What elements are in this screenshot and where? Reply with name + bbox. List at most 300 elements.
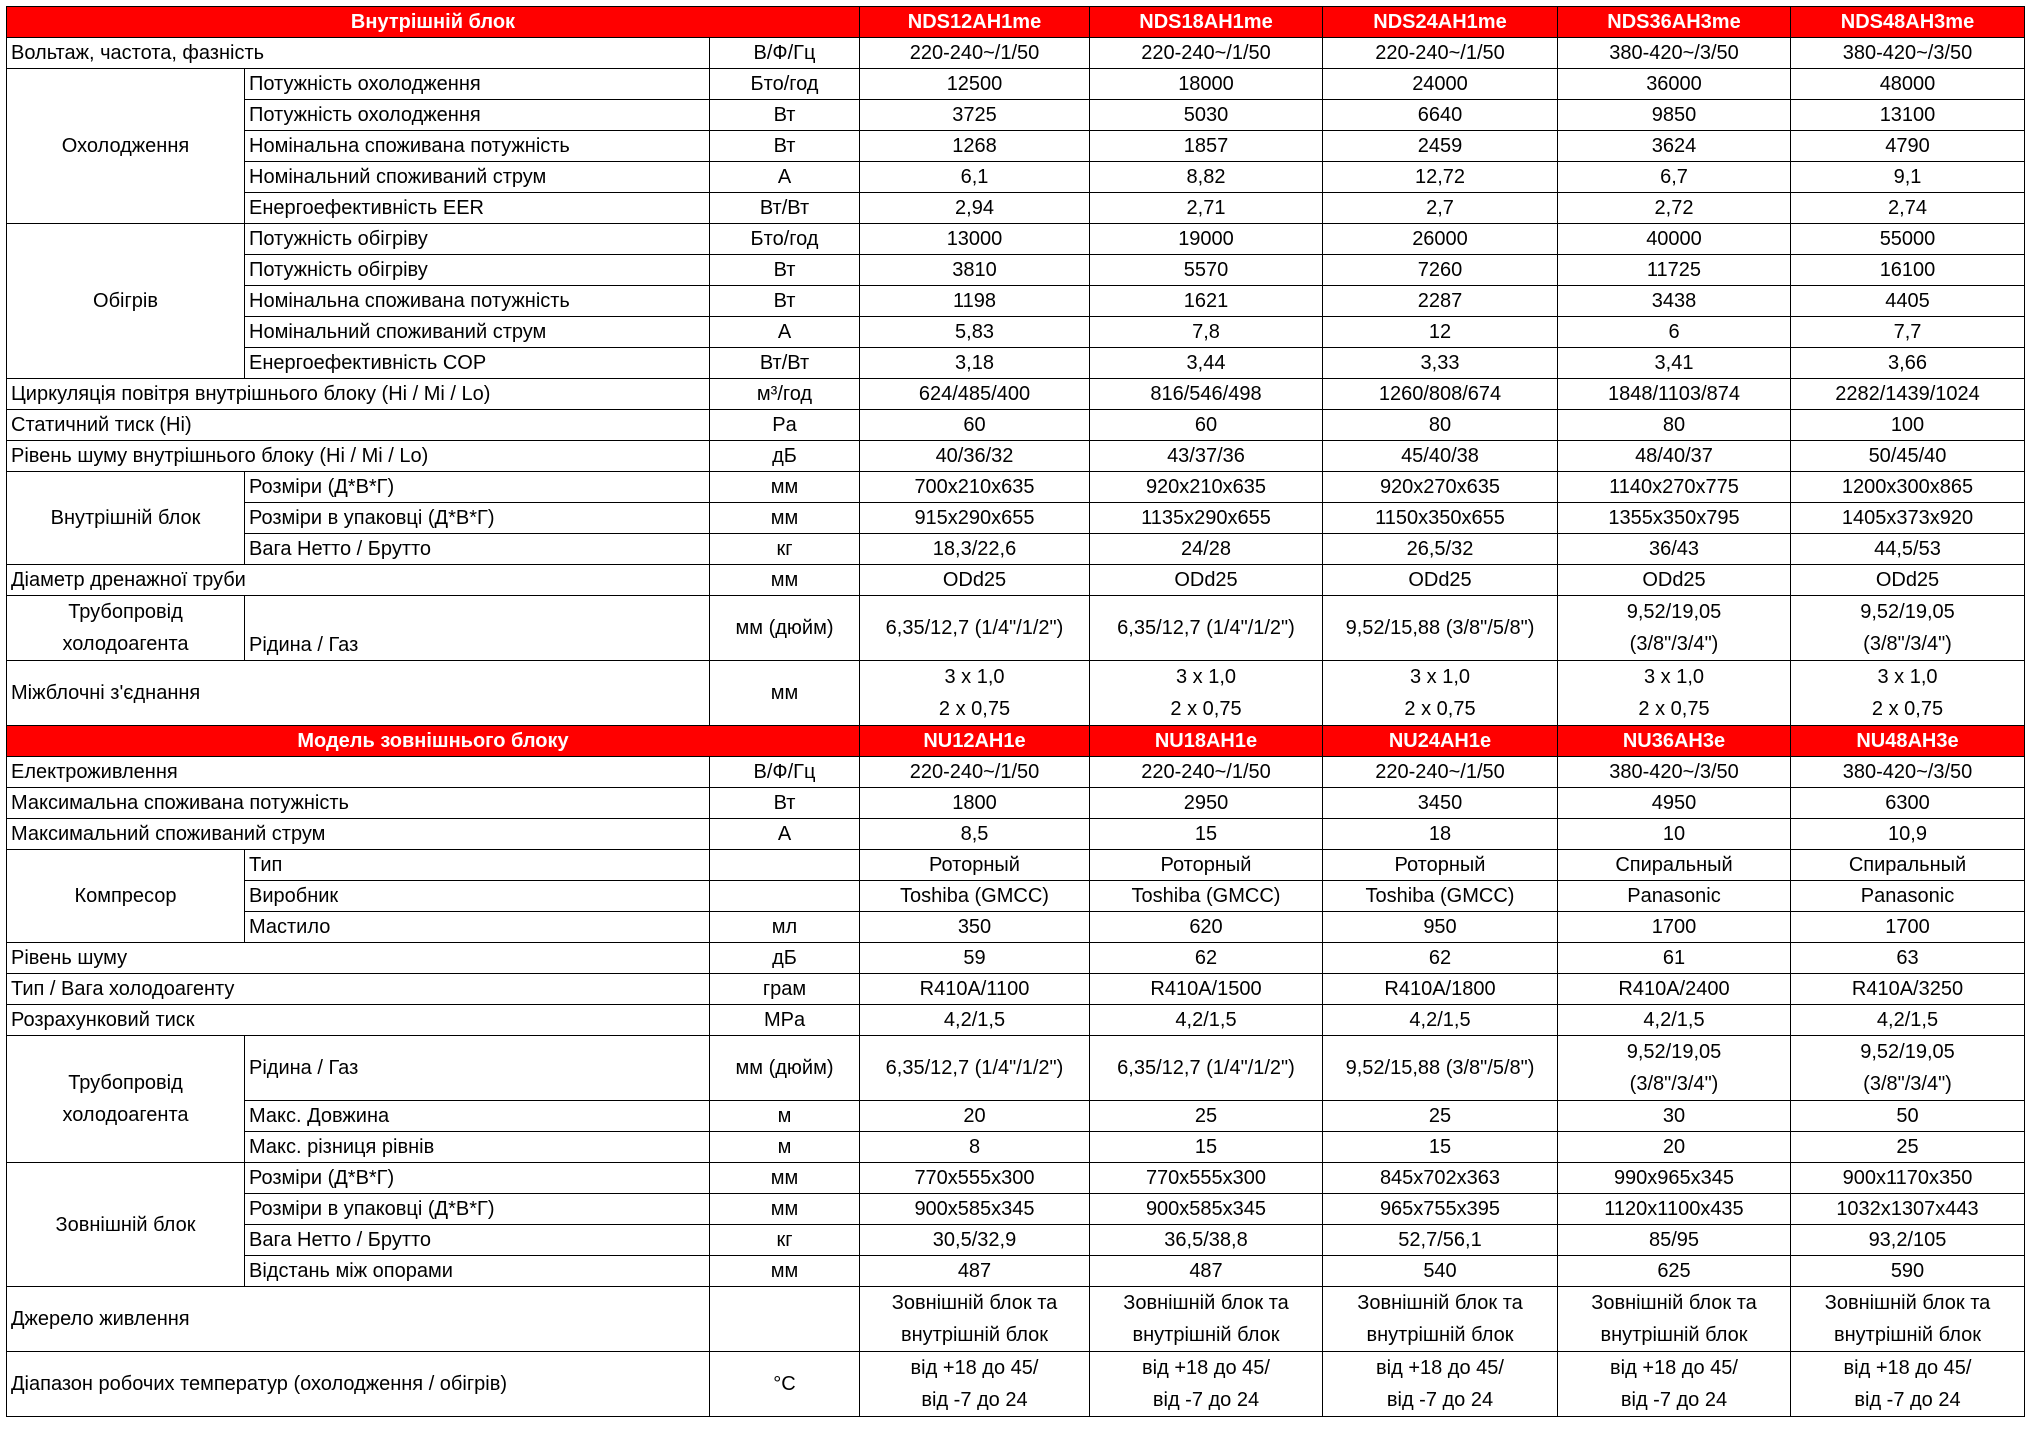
- row-label: Розміри в упаковці (Д*В*Г): [245, 1194, 710, 1225]
- cell-value: 11725: [1558, 255, 1791, 286]
- row-unit: м: [710, 1132, 860, 1163]
- table-row: [7, 1352, 2025, 1417]
- cell-value: 2950: [1090, 788, 1323, 819]
- cell-value: 3624: [1558, 131, 1791, 162]
- value-line: 3 x 1,0: [1409, 666, 1471, 688]
- cell-value: 30,5/32,9: [860, 1225, 1090, 1256]
- cell-value: 15: [1090, 819, 1323, 850]
- cell-value: 1621: [1090, 286, 1323, 317]
- value-line: 3 x 1,0: [1643, 666, 1705, 688]
- value-line: 6,35/12,7 (1/4"/1/2"): [1117, 1057, 1295, 1079]
- row-label: Макс. різниця рівнів: [245, 1132, 710, 1163]
- cell-value: 85/95: [1558, 1225, 1791, 1256]
- cell-value: 380-420~/3/50: [1791, 757, 2025, 788]
- cell-value: 40/36/32: [860, 441, 1090, 472]
- row-unit: Вт/Вт: [710, 348, 860, 379]
- row-label: Номінальна споживана потужність: [245, 131, 710, 162]
- cell-value: 61: [1558, 943, 1791, 974]
- table-row: [7, 757, 2025, 788]
- cell-value: 2,94: [860, 193, 1090, 224]
- row-label: Розрахунковий тиск: [7, 1005, 710, 1036]
- value-line: (3/8"/3/4"): [1863, 633, 1952, 655]
- row-unit: [710, 1287, 860, 1352]
- row-unit: Вт: [710, 131, 860, 162]
- row-unit: дБ: [710, 943, 860, 974]
- value-line: (3/8"/3/4"): [1629, 1073, 1719, 1095]
- outdoor-model: NU12AH1e: [860, 726, 1090, 757]
- row-label: Потужність охолодження: [245, 69, 710, 100]
- cell-value: 3438: [1558, 286, 1791, 317]
- cell-value: 1150x350x655: [1323, 503, 1558, 534]
- cell-value: 540: [1323, 1256, 1558, 1287]
- value-line: 2 x 0,75: [1638, 698, 1710, 720]
- cell-value: [1558, 1287, 1791, 1352]
- group-label-heating: Обігрів: [7, 224, 245, 379]
- table-row: [7, 193, 2025, 224]
- table-row: [7, 943, 2025, 974]
- cell-value: 60: [860, 410, 1090, 441]
- cell-value: 59: [860, 943, 1090, 974]
- row-label: Джерело живлення: [7, 1287, 710, 1352]
- table-row: [7, 441, 2025, 472]
- cell-value: 4,2/1,5: [1090, 1005, 1323, 1036]
- row-unit: Вт: [710, 100, 860, 131]
- group-label-compressor: Компресор: [7, 850, 245, 943]
- cell-value: 80: [1558, 410, 1791, 441]
- indoor-model: NDS12AH1me: [860, 7, 1090, 38]
- cell-value: [1323, 661, 1558, 726]
- value-line: від -7 до 24: [1620, 1389, 1728, 1411]
- row-label: Номінальний споживаний струм: [245, 317, 710, 348]
- row-unit: °C: [710, 1352, 860, 1417]
- table-row: [7, 38, 2025, 69]
- row-label: Розміри (Д*В*Г): [245, 1163, 710, 1194]
- cell-value: 8,5: [860, 819, 1090, 850]
- table-row: [7, 224, 2025, 255]
- cell-value: 36,5/38,8: [1090, 1225, 1323, 1256]
- cell-value: Toshiba (GMCC): [1323, 881, 1558, 912]
- cell-value: 2287: [1323, 286, 1558, 317]
- cell-value: 4790: [1791, 131, 2025, 162]
- cell-value: 3,33: [1323, 348, 1558, 379]
- row-label: Вольтаж, частота, фазність: [7, 38, 710, 69]
- row-label: Вага Нетто / Брутто: [245, 1225, 710, 1256]
- cell-value: [1791, 1287, 2025, 1352]
- indoor-model: NDS18AH1me: [1090, 7, 1323, 38]
- cell-value: 816/546/498: [1090, 379, 1323, 410]
- value-line: 2 x 0,75: [1170, 698, 1242, 720]
- cell-value: 100: [1791, 410, 2025, 441]
- cell-value: 2,72: [1558, 193, 1791, 224]
- cell-value: [1558, 596, 1791, 661]
- table-row: [7, 131, 2025, 162]
- cell-value: ODd25: [1323, 565, 1558, 596]
- row-label: Рівень шуму: [7, 943, 710, 974]
- cell-value: 10: [1558, 819, 1791, 850]
- cell-value: R410A/1500: [1090, 974, 1323, 1005]
- row-unit: Бто/год: [710, 224, 860, 255]
- value-line: 6,35/12,7 (1/4"/1/2"): [1117, 617, 1295, 639]
- cell-value: 30: [1558, 1101, 1791, 1132]
- group-label-piping: [7, 596, 245, 661]
- cell-value: 1848/1103/874: [1558, 379, 1791, 410]
- value-line: від -7 до 24: [1854, 1389, 1961, 1411]
- row-label: Номінальний споживаний струм: [245, 162, 710, 193]
- value-line: (3/8"/3/4"): [1863, 1073, 1952, 1095]
- row-unit: Вт: [710, 788, 860, 819]
- value-line: 2 x 0,75: [1404, 698, 1476, 720]
- cell-value: 6,1: [860, 162, 1090, 193]
- value-line: 9,52/19,05: [1860, 1041, 1955, 1063]
- cell-value: 1355x350x795: [1558, 503, 1791, 534]
- cell-value: [1090, 1352, 1323, 1417]
- table-row: [7, 255, 2025, 286]
- cell-value: 1268: [860, 131, 1090, 162]
- table-row: [7, 1132, 2025, 1163]
- cell-value: ODd25: [1558, 565, 1791, 596]
- cell-value: 40000: [1558, 224, 1791, 255]
- cell-value: Toshiba (GMCC): [860, 881, 1090, 912]
- cell-value: [1791, 661, 2025, 726]
- group-line: холодоагента: [62, 1104, 189, 1126]
- cell-value: 36000: [1558, 69, 1791, 100]
- cell-value: 1200x300x865: [1791, 472, 2025, 503]
- table-row: [7, 348, 2025, 379]
- table-row: [7, 410, 2025, 441]
- cell-value: 380-420~/3/50: [1558, 38, 1791, 69]
- cell-value: 487: [1090, 1256, 1323, 1287]
- cell-value: [1323, 1036, 1558, 1101]
- row-label: Відстань між опорами: [245, 1256, 710, 1287]
- cell-value: 15: [1090, 1132, 1323, 1163]
- table-row: [7, 1101, 2025, 1132]
- value-line: від +18 до 45/: [1843, 1357, 1972, 1379]
- cell-value: 220-240~/1/50: [860, 757, 1090, 788]
- indoor-header-row: [7, 7, 2025, 38]
- row-label: Потужність охолодження: [245, 100, 710, 131]
- table-row: [7, 100, 2025, 131]
- row-unit: мм (дюйм): [710, 596, 860, 661]
- cell-value: [860, 1036, 1090, 1101]
- cell-value: [860, 1287, 1090, 1352]
- cell-value: ODd25: [1090, 565, 1323, 596]
- table-row: [7, 379, 2025, 410]
- cell-value: 1140x270x775: [1558, 472, 1791, 503]
- row-unit: мл: [710, 912, 860, 943]
- cell-value: 7260: [1323, 255, 1558, 286]
- cell-value: 1700: [1558, 912, 1791, 943]
- cell-value: Toshiba (GMCC): [1090, 881, 1323, 912]
- row-unit: мм: [710, 565, 860, 596]
- row-label: Рідина / Газ: [245, 596, 710, 661]
- value-line: 9,52/15,88 (3/8"/5/8"): [1345, 1057, 1535, 1079]
- cell-value: 13000: [860, 224, 1090, 255]
- value-line: від +18 до 45/: [910, 1357, 1039, 1379]
- cell-value: [1791, 1352, 2025, 1417]
- cell-value: [1791, 596, 2025, 661]
- row-label: Номінальна споживана потужність: [245, 286, 710, 317]
- value-line: внутрішній блок: [1600, 1324, 1748, 1346]
- cell-value: 7,8: [1090, 317, 1323, 348]
- outdoor-model: NU48AH3e: [1791, 726, 2025, 757]
- cell-value: 2459: [1323, 131, 1558, 162]
- cell-value: 25: [1323, 1101, 1558, 1132]
- cell-value: 4405: [1791, 286, 2025, 317]
- cell-value: 18,3/22,6: [860, 534, 1090, 565]
- value-line: Зовнішній блок та: [1357, 1292, 1523, 1314]
- cell-value: 25: [1090, 1101, 1323, 1132]
- row-label: Потужність обігріву: [245, 255, 710, 286]
- row-unit: Бто/год: [710, 69, 860, 100]
- cell-value: 9,1: [1791, 162, 2025, 193]
- cell-value: [1090, 1036, 1323, 1101]
- cell-value: 4950: [1558, 788, 1791, 819]
- cell-value: 990x965x345: [1558, 1163, 1791, 1194]
- cell-value: 1857: [1090, 131, 1323, 162]
- cell-value: [860, 1352, 1090, 1417]
- cell-value: [1090, 1287, 1323, 1352]
- cell-value: 16100: [1791, 255, 2025, 286]
- cell-value: 1135x290x655: [1090, 503, 1323, 534]
- row-unit: Вт: [710, 255, 860, 286]
- outdoor-model: NU24AH1e: [1323, 726, 1558, 757]
- value-line: (3/8"/3/4"): [1629, 633, 1719, 655]
- table-row: [7, 850, 2025, 881]
- cell-value: 900x1170x350: [1791, 1163, 2025, 1194]
- cell-value: 2282/1439/1024: [1791, 379, 2025, 410]
- group-line: холодоагента: [62, 633, 189, 655]
- row-label: Циркуляція повітря внутрішнього блоку (Hi / Mi / Lo): [7, 379, 710, 410]
- cell-value: 1405x373x920: [1791, 503, 2025, 534]
- cell-value: 20: [1558, 1132, 1791, 1163]
- cell-value: 900x585x345: [1090, 1194, 1323, 1225]
- cell-value: 62: [1090, 943, 1323, 974]
- cell-value: 920x210x635: [1090, 472, 1323, 503]
- value-line: 3 x 1,0: [1175, 666, 1237, 688]
- table-row: [7, 788, 2025, 819]
- cell-value: [860, 596, 1090, 661]
- cell-value: Роторный: [1323, 850, 1558, 881]
- cell-value: 2,7: [1323, 193, 1558, 224]
- cell-value: 5570: [1090, 255, 1323, 286]
- row-unit: А: [710, 317, 860, 348]
- value-line: від +18 до 45/: [1142, 1357, 1270, 1379]
- cell-value: [860, 661, 1090, 726]
- cell-value: 950: [1323, 912, 1558, 943]
- cell-value: 24000: [1323, 69, 1558, 100]
- row-label: Виробник: [245, 881, 710, 912]
- cell-value: 590: [1791, 1256, 2025, 1287]
- cell-value: 26,5/32: [1323, 534, 1558, 565]
- cell-value: 1120x1100x435: [1558, 1194, 1791, 1225]
- cell-value: 8: [860, 1132, 1090, 1163]
- table-row: [7, 503, 2025, 534]
- table-row: [7, 661, 2025, 726]
- cell-value: 8,82: [1090, 162, 1323, 193]
- cell-value: 48000: [1791, 69, 2025, 100]
- row-label: Потужність обігріву: [245, 224, 710, 255]
- cell-value: ODd25: [1791, 565, 2025, 596]
- table-row: [7, 1225, 2025, 1256]
- group-label-cooling: Охолодження: [7, 69, 245, 224]
- cell-value: 220-240~/1/50: [1090, 757, 1323, 788]
- group-line: Трубопровід: [68, 1072, 183, 1094]
- table-row: [7, 472, 2025, 503]
- cell-value: Panasonic: [1791, 881, 2025, 912]
- row-label: Енергоефективність EER: [245, 193, 710, 224]
- table-row: [7, 596, 2025, 661]
- table-row: [7, 912, 2025, 943]
- value-line: 6,35/12,7 (1/4"/1/2"): [885, 1057, 1064, 1079]
- value-line: 6,35/12,7 (1/4"/1/2"): [885, 617, 1064, 639]
- cell-value: ODd25: [860, 565, 1090, 596]
- cell-value: [1558, 1352, 1791, 1417]
- cell-value: 80: [1323, 410, 1558, 441]
- row-label: Електроживлення: [7, 757, 710, 788]
- row-unit: Pa: [710, 410, 860, 441]
- table-row: [7, 1287, 2025, 1352]
- indoor-header-title: Внутрішній блок: [7, 7, 860, 38]
- cell-value: 4,2/1,5: [860, 1005, 1090, 1036]
- cell-value: 48/40/37: [1558, 441, 1791, 472]
- row-unit: А: [710, 819, 860, 850]
- cell-value: 43/37/36: [1090, 441, 1323, 472]
- row-label: Статичний тиск (Hi): [7, 410, 710, 441]
- cell-value: 220-240~/1/50: [1323, 757, 1558, 788]
- row-label: Мастило: [245, 912, 710, 943]
- row-unit: [710, 881, 860, 912]
- row-label: Максимальний споживаний струм: [7, 819, 710, 850]
- cell-value: 3810: [860, 255, 1090, 286]
- outdoor-header-title: Модель зовнішнього блоку: [7, 726, 860, 757]
- cell-value: 3,44: [1090, 348, 1323, 379]
- cell-value: 3,18: [860, 348, 1090, 379]
- cell-value: 700x210x635: [860, 472, 1090, 503]
- table-row: [7, 565, 2025, 596]
- group-label-indoor-unit: Внутрішній блок: [7, 472, 245, 565]
- cell-value: 6300: [1791, 788, 2025, 819]
- value-line: внутрішній блок: [1366, 1324, 1514, 1346]
- value-line: від -7 до 24: [921, 1389, 1028, 1411]
- value-line: Зовнішній блок та: [1591, 1292, 1757, 1314]
- value-line: 3 x 1,0: [1877, 666, 1938, 688]
- cell-value: [1090, 596, 1323, 661]
- cell-value: [1090, 661, 1323, 726]
- cell-value: Спиральный: [1558, 850, 1791, 881]
- row-unit: мм: [710, 503, 860, 534]
- cell-value: 20: [860, 1101, 1090, 1132]
- cell-value: 62: [1323, 943, 1558, 974]
- cell-value: 2,74: [1791, 193, 2025, 224]
- row-unit: м³/год: [710, 379, 860, 410]
- outdoor-model: NU36AH3e: [1558, 726, 1791, 757]
- cell-value: 220-240~/1/50: [1090, 38, 1323, 69]
- table-row: [7, 534, 2025, 565]
- cell-value: 770x555x300: [1090, 1163, 1323, 1194]
- cell-value: R410A/3250: [1791, 974, 2025, 1005]
- row-label: Максимальна споживана потужність: [7, 788, 710, 819]
- table-row: [7, 1256, 2025, 1287]
- row-label: Енергоефективність COP: [245, 348, 710, 379]
- cell-value: [1323, 1287, 1558, 1352]
- cell-value: 3,66: [1791, 348, 2025, 379]
- indoor-model: NDS24AH1me: [1323, 7, 1558, 38]
- row-label: Міжблочні з'єднання: [7, 661, 710, 726]
- cell-value: 380-420~/3/50: [1791, 38, 2025, 69]
- cell-value: [1791, 1036, 2025, 1101]
- cell-value: 915x290x655: [860, 503, 1090, 534]
- row-label: Рідина / Газ: [245, 1036, 710, 1101]
- row-unit: мм: [710, 1256, 860, 1287]
- table-row: [7, 819, 2025, 850]
- row-unit: кг: [710, 1225, 860, 1256]
- row-unit: м: [710, 1101, 860, 1132]
- cell-value: 770x555x300: [860, 1163, 1090, 1194]
- cell-value: [1558, 1036, 1791, 1101]
- cell-value: 3725: [860, 100, 1090, 131]
- row-label: Вага Нетто / Брутто: [245, 534, 710, 565]
- row-unit: дБ: [710, 441, 860, 472]
- row-unit: В/Ф/Гц: [710, 38, 860, 69]
- row-unit: Вт/Вт: [710, 193, 860, 224]
- cell-value: 1700: [1791, 912, 2025, 943]
- cell-value: 3,41: [1558, 348, 1791, 379]
- row-unit: А: [710, 162, 860, 193]
- cell-value: 4,2/1,5: [1323, 1005, 1558, 1036]
- value-line: 3 x 1,0: [944, 666, 1005, 688]
- cell-value: 60: [1090, 410, 1323, 441]
- cell-value: 55000: [1791, 224, 2025, 255]
- value-line: 9,52/19,05: [1626, 601, 1722, 623]
- value-line: від -7 до 24: [1152, 1389, 1260, 1411]
- cell-value: 12: [1323, 317, 1558, 348]
- cell-value: 18: [1323, 819, 1558, 850]
- value-line: Зовнішній блок та: [1123, 1292, 1289, 1314]
- table-row: [7, 69, 2025, 100]
- cell-value: 50/45/40: [1791, 441, 2025, 472]
- value-line: 9,52/19,05: [1860, 601, 1955, 623]
- group-line: Трубопровід: [68, 601, 183, 623]
- value-line: від +18 до 45/: [1376, 1357, 1504, 1379]
- cell-value: Роторный: [860, 850, 1090, 881]
- cell-value: 350: [860, 912, 1090, 943]
- row-unit: мм: [710, 661, 860, 726]
- cell-value: 44,5/53: [1791, 534, 2025, 565]
- cell-value: Роторный: [1090, 850, 1323, 881]
- value-line: від +18 до 45/: [1610, 1357, 1738, 1379]
- cell-value: 220-240~/1/50: [860, 38, 1090, 69]
- cell-value: Panasonic: [1558, 881, 1791, 912]
- row-label: Розміри (Д*В*Г): [245, 472, 710, 503]
- cell-value: 15: [1323, 1132, 1558, 1163]
- cell-value: R410A/2400: [1558, 974, 1791, 1005]
- cell-value: 7,7: [1791, 317, 2025, 348]
- group-label-outdoor-piping: [7, 1036, 245, 1163]
- row-label: Діапазон робочих температур (охолодження / обігрів): [7, 1352, 710, 1417]
- table-row: [7, 162, 2025, 193]
- cell-value: 19000: [1090, 224, 1323, 255]
- cell-value: 487: [860, 1256, 1090, 1287]
- cell-value: 50: [1791, 1101, 2025, 1132]
- cell-value: 3450: [1323, 788, 1558, 819]
- cell-value: 10,9: [1791, 819, 2025, 850]
- table-row: [7, 974, 2025, 1005]
- row-unit: MPa: [710, 1005, 860, 1036]
- value-line: внутрішній блок: [901, 1324, 1048, 1346]
- row-unit: мм: [710, 472, 860, 503]
- outdoor-header-row: [7, 726, 2025, 757]
- row-label: Рівень шуму внутрішнього блоку (Hi / Mi / Lo): [7, 441, 710, 472]
